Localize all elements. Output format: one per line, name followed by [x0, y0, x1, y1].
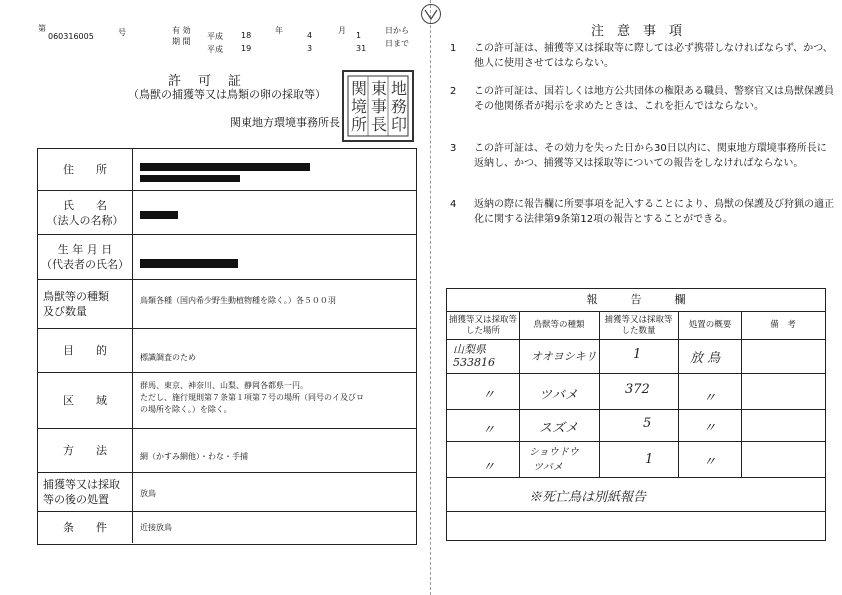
dob-label	[38, 235, 133, 279]
to-era: 平成	[207, 45, 223, 54]
to-day: 31	[356, 44, 367, 53]
fold-line	[430, 0, 431, 595]
redacted-address-1	[140, 163, 310, 171]
purpose-label-text: 目 的	[63, 344, 107, 357]
report-row3-place: 〃	[482, 423, 496, 438]
report-hline	[447, 339, 825, 340]
note-text-1: この許可証は、捕獲等又は採取等に際しては必ず携帯しなければならず、かつ、他人に使用させてはならない。	[474, 43, 833, 69]
report-vline	[741, 311, 742, 477]
disposal-value: 放鳥	[140, 489, 156, 498]
svg-text:務: 務	[391, 97, 408, 116]
row-method	[38, 429, 416, 473]
svg-text:長: 長	[371, 115, 388, 134]
report-hline	[447, 373, 825, 374]
report-row4-species-2: ツバメ	[533, 462, 563, 473]
svg-text:印: 印	[391, 115, 408, 134]
report-row1-place-1: 山梨県	[453, 343, 486, 356]
report-row1-count: 1	[633, 347, 642, 362]
col-disposal-header: 処置の概要	[688, 320, 732, 330]
species-label-1: 鳥獣等の種類	[43, 290, 109, 303]
report-hline	[447, 409, 825, 410]
from-year-char: 年	[275, 26, 283, 35]
row-species	[38, 280, 416, 329]
seal-svg	[344, 72, 412, 140]
official-seal-icon	[342, 70, 414, 142]
purpose-value: 標識調査のため	[140, 353, 196, 362]
svg-text:東: 東	[371, 79, 388, 98]
species-label-2: 及び数量	[43, 305, 87, 318]
area-value-2: ただし、施行規則第７条第１項第７号の場所（同号のイ及びロ	[140, 393, 364, 402]
from-month-char: 月	[338, 26, 346, 35]
svg-text:関: 関	[351, 79, 368, 98]
notes-title: 注 意 事 項	[591, 24, 683, 39]
note-num-3: 3	[450, 143, 457, 154]
from-suffix: 日から	[385, 26, 409, 35]
note-item-4	[450, 197, 835, 227]
report-row2-place: 〃	[482, 388, 496, 403]
row-conditions	[38, 512, 416, 543]
conditions-label-text: 条 件	[63, 521, 107, 534]
report-row4-place: 〃	[482, 460, 496, 475]
report-row1-place-2: 533816	[453, 356, 495, 369]
report-hline	[447, 311, 825, 312]
species-label	[38, 280, 133, 328]
row-dob	[38, 235, 416, 280]
fold-mark-svg	[422, 5, 440, 23]
dob-label-1: 生 年 月 日	[57, 243, 113, 256]
report-note: ※死亡鳥は別紙報告	[529, 490, 647, 505]
row-disposal	[38, 473, 416, 512]
note-item-3	[450, 141, 835, 171]
name-label	[38, 191, 133, 234]
report-row2-count: 372	[625, 382, 650, 397]
report-row3-count: 5	[643, 416, 652, 431]
disposal-label-2: 等の後の処置	[43, 493, 109, 506]
to-month: 3	[307, 44, 313, 53]
from-day: 1	[356, 31, 362, 40]
area-value-3: の場所を除く。）を除く。	[140, 405, 232, 414]
address-label	[38, 149, 133, 190]
row-purpose	[38, 329, 416, 373]
report-hline	[447, 511, 825, 512]
report-vline	[599, 311, 600, 477]
note-item-2	[450, 84, 835, 114]
fold-mark-icon	[421, 4, 441, 24]
disposal-label	[38, 473, 133, 511]
redacted-name	[140, 211, 178, 219]
disposal-label-1: 捕獲等又は採取	[43, 478, 120, 491]
note-num-2: 2	[450, 86, 457, 97]
row-area	[38, 373, 416, 429]
note-text-3: この許可証は、その効力を失った日から30日以内に、関東地方環境事務所長に返納し、かつ、捕獲等又は採取等についての報告をしなければならない。	[474, 143, 827, 169]
document-subtitle: （鳥獣の捕獲等又は鳥類の卵の採取等）	[128, 88, 326, 101]
validity-label-1: 有 効	[172, 26, 191, 35]
from-month: 4	[307, 31, 313, 40]
area-label-text: 区 域	[63, 394, 107, 407]
report-row2-species: ツバメ	[539, 388, 578, 403]
purpose-label	[38, 329, 133, 372]
col-count-header: 捕獲等又は採取等した数量	[604, 315, 673, 336]
address-label-text: 住 所	[63, 163, 107, 176]
method-label	[38, 429, 133, 472]
name-label-1: 氏 名	[63, 198, 107, 212]
report-row3-disposal: 〃	[703, 421, 717, 436]
row-address	[38, 149, 416, 191]
to-year: 19	[241, 44, 252, 53]
report-row2-disposal: 〃	[703, 391, 717, 406]
note-text-2: この許可証は、国若しくは地方公共団体の権限ある職員、警察官又は鳥獣保護員その他関係者が掲示を求めたときは、これを拒んではならない。	[474, 86, 834, 112]
method-value: 網（かすみ網他）・わな・手捕	[140, 452, 248, 461]
dob-label-2: （代表者の氏名）	[41, 258, 129, 271]
report-row4-disposal: 〃	[703, 455, 717, 470]
report-row3-species: スズメ	[539, 421, 579, 436]
note-text-4: 返納の際に報告欄に所要事項を記入することにより、鳥獣の保護及び狩猟の適正化に関する法律第9条第12項の報告とすることができる。	[474, 199, 834, 225]
permit-number-prefix: 第	[38, 24, 46, 33]
report-row1-species: オオヨシキリ	[531, 350, 597, 363]
method-label-text: 方 法	[63, 444, 107, 457]
permit-table	[37, 148, 417, 545]
permit-number-suffix: 号	[118, 28, 126, 37]
from-era: 平成	[207, 32, 223, 41]
svg-text:境: 境	[351, 97, 368, 116]
validity-label-2: 期 間	[172, 37, 191, 46]
col-remarks-header: 備 考	[770, 320, 796, 330]
row-name	[38, 191, 416, 235]
species-value: 鳥類各種（国内希少野生動植物種を除く。）各５００羽	[140, 296, 336, 305]
issuer-name: 関東地方環境事務所長	[230, 116, 340, 129]
svg-text:地: 地	[391, 79, 408, 98]
note-item-1	[450, 41, 835, 71]
note-num-4: 4	[450, 199, 457, 210]
report-table	[446, 288, 826, 541]
area-value-1: 群馬、東京、神奈川、山梨、静岡各都県一円。	[140, 381, 308, 390]
report-vline	[519, 311, 520, 477]
permit-number: 060316005	[48, 32, 94, 41]
document-title: 許 可 証	[168, 74, 244, 89]
report-vline	[678, 311, 679, 477]
conditions-label	[38, 512, 133, 543]
col-species-header: 鳥獣等の種類	[533, 320, 585, 330]
report-hline	[447, 441, 825, 442]
redacted-address-2	[140, 175, 240, 182]
conditions-value: 近接放鳥	[140, 523, 172, 532]
report-row4-count: 1	[645, 452, 654, 467]
redacted-dob	[140, 259, 238, 268]
note-num-1: 1	[450, 43, 457, 54]
svg-text:事: 事	[371, 97, 388, 116]
from-year: 18	[241, 31, 252, 40]
svg-text:所: 所	[351, 115, 368, 134]
report-row4-species-1: ショウドウ	[529, 447, 579, 458]
report-row1-disposal: 放 鳥	[690, 351, 721, 366]
report-hline	[447, 477, 825, 478]
area-label	[38, 373, 133, 428]
to-suffix: 日まで	[385, 39, 409, 48]
report-title: 報 告 欄	[586, 293, 686, 306]
name-label-2: （法人の名称）	[46, 213, 124, 227]
col-place-header: 捕獲等又は採取等した場所	[449, 315, 518, 336]
